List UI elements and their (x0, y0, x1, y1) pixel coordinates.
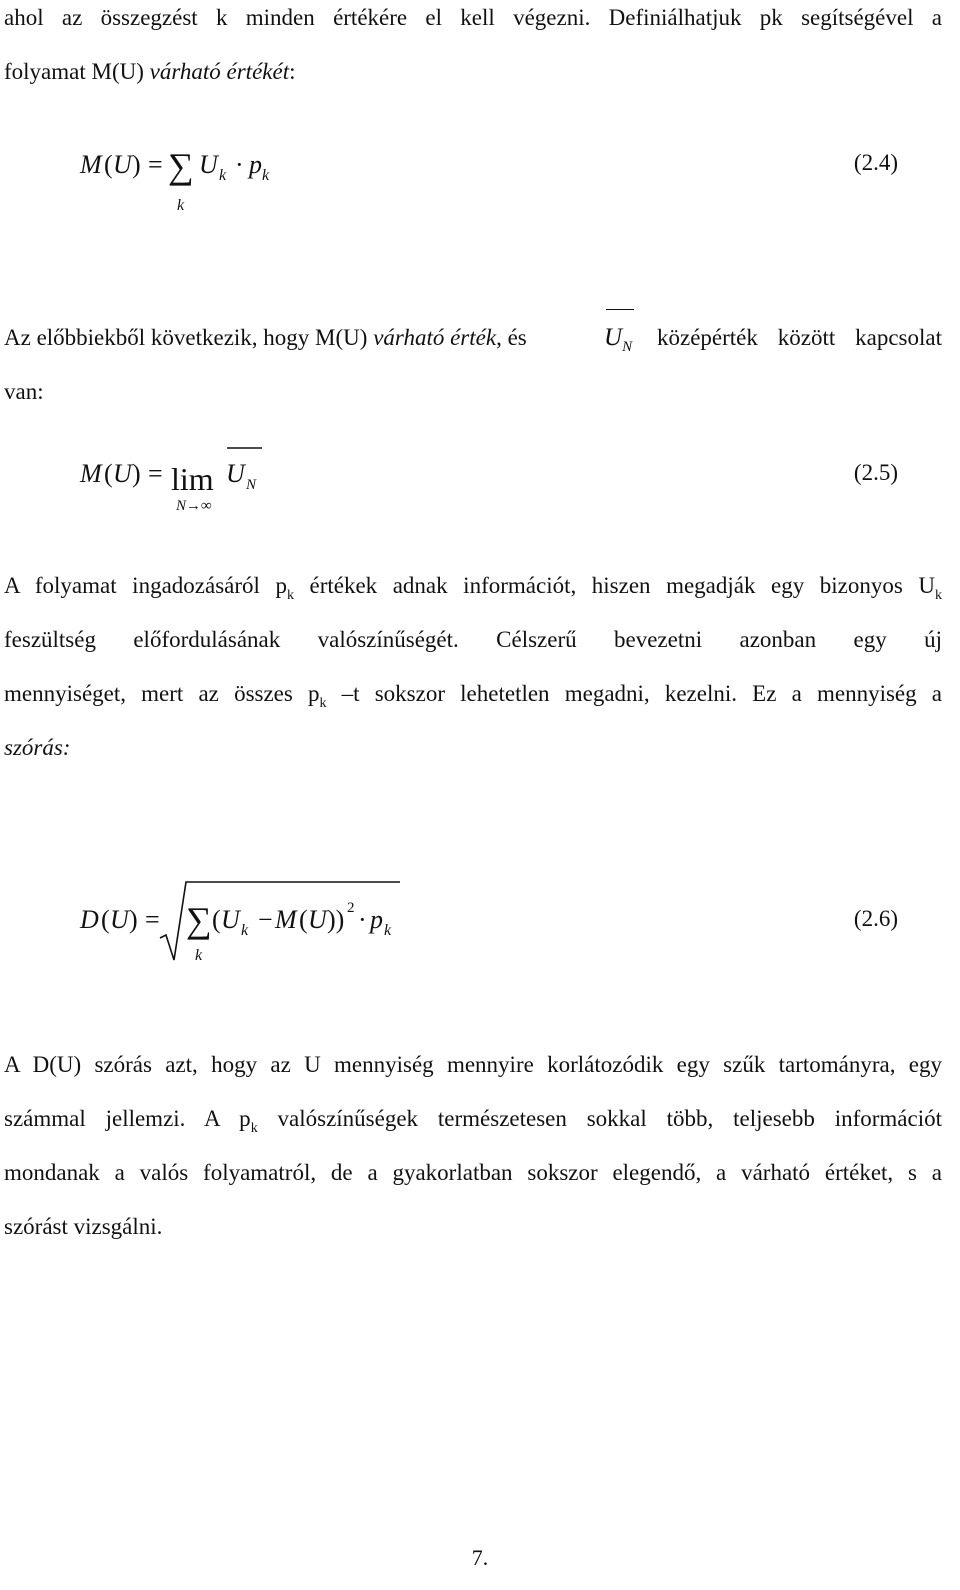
eq24-equals: = (148, 150, 163, 179)
p3-text-b: értékek adnak információt, hiszen megadják egy bizonyos U (293, 573, 935, 598)
eq24-M: M (80, 150, 102, 179)
paragraph-4 (4, 1038, 942, 1254)
eq24-rparen: ) (132, 150, 141, 179)
p3-sub-k2: k (935, 588, 942, 603)
eq26-square: 2 (347, 900, 355, 916)
eq25-N: N (246, 477, 257, 493)
p2-line2: van: (4, 379, 44, 404)
p3-line4 (4, 721, 942, 775)
equation-2-4-svg (0, 130, 960, 220)
eq26-p-sub: k (384, 922, 392, 939)
p3-sub-k1: k (286, 588, 294, 603)
eq26-sum: ∑ (186, 900, 212, 940)
eq25-lparen: ( (104, 459, 113, 488)
p3-text-c: mennyiséget, mert az összes p (4, 681, 320, 706)
p3-line2: feszültség előfordulásának valószínűségét. Célszerű bevezetni azonban egy új (4, 627, 942, 652)
p3-italic: szórás: (4, 735, 71, 760)
p2-text-c: , és (496, 325, 527, 350)
eq26-lparen3: ( (299, 905, 308, 934)
paragraph-1 (4, 0, 942, 99)
p2-N: N (622, 339, 633, 355)
eq24-p-sub: k (262, 167, 270, 184)
p1-text-c: : (289, 59, 296, 84)
paragraph-3 (4, 559, 942, 775)
eq26-dot: · (358, 905, 367, 934)
equation-2-6 (0, 860, 960, 970)
eq26-minus: − (258, 905, 273, 934)
eq26-rparen2: )) (327, 905, 345, 934)
equation-2-6-svg (0, 860, 960, 970)
eq26-p: p (370, 905, 383, 934)
eq25-lim: lim (171, 461, 214, 497)
equation-2-5-svg (0, 420, 960, 520)
p3-line1 (4, 559, 942, 613)
p4-text-b: valószínűségek természetesen sokkal több, teljesebb információt (257, 1106, 942, 1131)
p1-line2 (4, 45, 942, 99)
eq25-equals: = (148, 459, 163, 488)
p2-line1 (4, 311, 942, 365)
paragraph-2 (4, 311, 942, 419)
eq26-equals: = (145, 905, 160, 934)
p4-line1: A D(U) szórás azt, hogy az U mennyiség mennyire korlátozódik egy szűk tartományra, egy (4, 1052, 942, 1077)
eq24-lparen: ( (104, 150, 113, 179)
eq25-M: M (80, 459, 102, 488)
equation-2-4-number: (2.4) (853, 150, 898, 175)
p4-line3: mondanak a valós folyamatról, de a gyakorlatban sokszor elegendő, a várható értéket, s a (4, 1160, 942, 1185)
eq26-U2: U (308, 905, 327, 934)
p3-sub-k3: k (319, 696, 327, 711)
eq24-Uk-sub: k (219, 167, 227, 184)
eq26-lparen2: ( (212, 905, 221, 934)
eq26-Uk: U (221, 905, 240, 934)
p4-text-a: számmal jellemzi. A p (4, 1106, 251, 1131)
p2-italic: várható érték (373, 325, 497, 350)
page-number: 7. (471, 1545, 489, 1570)
eq24-Uk: U (199, 150, 218, 179)
p1-text-a: folyamat M(U) (4, 59, 150, 84)
eq25-U2: U (226, 459, 245, 488)
eq26-M: M (275, 905, 297, 934)
equation-2-5-number: (2.5) (853, 460, 898, 485)
p4-line4: szórást vizsgálni. (4, 1214, 163, 1239)
equation-2-4 (0, 130, 960, 220)
equation-2-5 (0, 420, 960, 514)
eq25-U: U (113, 459, 132, 488)
p1-italic: várható értékét (149, 59, 290, 84)
p3-text-a: A folyamat ingadozásáról p (4, 573, 287, 598)
eq24-U: U (113, 150, 132, 179)
p2-text-d: középérték között kapcsolat (657, 325, 942, 350)
eq24-dot: · (235, 150, 244, 179)
p3-text-d: –t sokszor lehetetlen megadni, kezelni. Ez a mennyiség a (341, 681, 942, 706)
eq25-lim-sub: N→∞ (176, 498, 212, 514)
eq26-sum-k: k (195, 947, 203, 964)
equation-2-6-number: (2.6) (853, 906, 898, 931)
p1-line1: ahol az összegzést k minden értékére el kell végezni. Definiálhatjuk pk segítségével a (4, 5, 942, 30)
eq26-rparen: ) (129, 905, 138, 934)
eq25-rparen: ) (132, 459, 141, 488)
p2-inline-UN (604, 311, 632, 368)
eq26-Uk-sub: k (241, 922, 249, 939)
p4-sub-k: k (250, 1121, 258, 1136)
eq24-sum-k: k (177, 197, 185, 214)
eq26-lparen: ( (101, 905, 110, 934)
eq24-p: p (249, 150, 262, 179)
p3-line3 (4, 667, 942, 721)
p2-U: U (604, 324, 623, 351)
p4-line2 (4, 1092, 942, 1146)
eq26-D: D (80, 905, 99, 934)
eq24-sum: ∑ (168, 146, 194, 186)
p2-text-a: Az előbbiekből következik, hogy M(U) (4, 325, 374, 350)
eq26-U: U (110, 905, 129, 934)
